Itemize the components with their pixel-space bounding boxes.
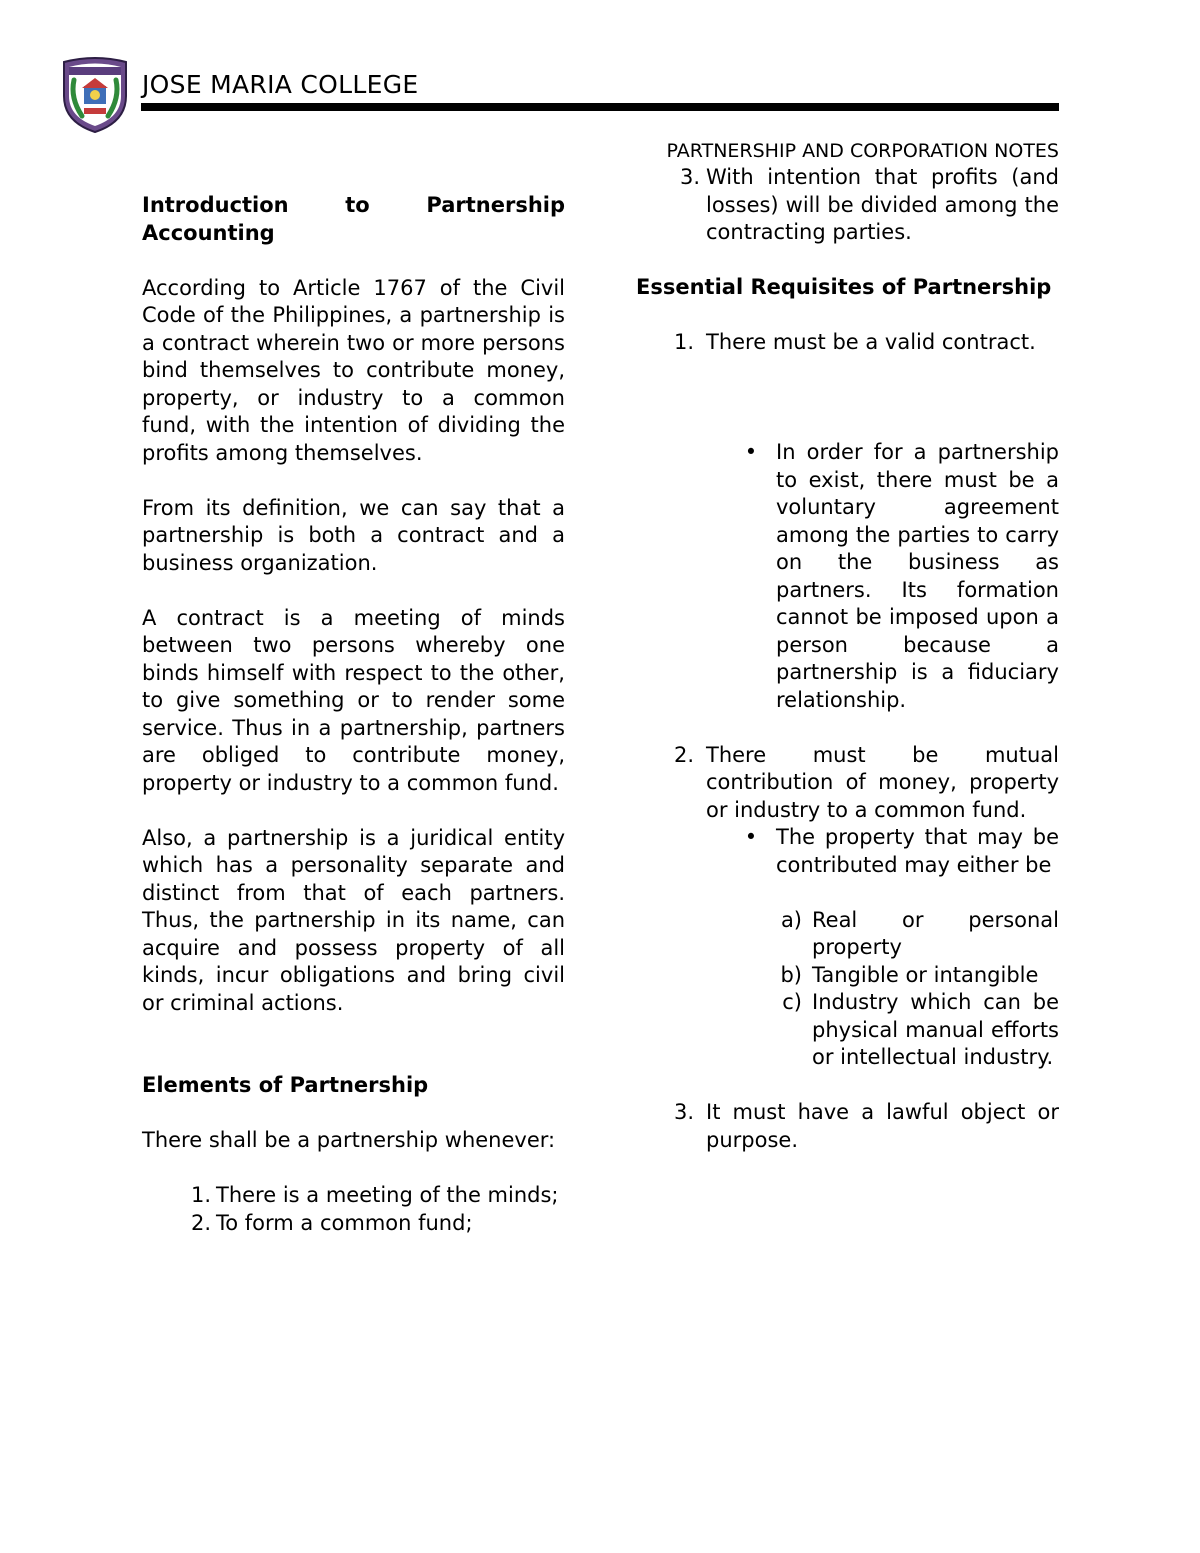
requisites-heading: Essential Requisites of Partnership (636, 275, 1052, 299)
list-item: a) Real or personal property (780, 907, 1059, 959)
list-item: b) Tangible or intangible (780, 962, 1039, 987)
paragraph-article-1767: According to Article 1767 of the Civil Code of the Philippines, a partnership is a contract wherein two or more persons bind themselves to contribute money, property, or industry to a common fund, with the intention of dividing the profits among themselves. (142, 275, 565, 465)
bullet-icon: • (744, 825, 758, 849)
list-item: 3. With intention that profits (and losses) will be divided among the contracting parties. (679, 165, 1059, 244)
list-item: • In order for a partnership to exist, there must be a voluntary agreement among the parties to carry on the business as partners. Its formation cannot be imposed upon a person because a partnership is a fiduciary relationship. (636, 439, 1059, 714)
list-item: 1. There is a meeting of the minds; (190, 1183, 559, 1207)
list-item: 2. To form a common fund; (190, 1210, 473, 1235)
list-item: 1. There must be a valid contract. (673, 330, 1036, 354)
right-column (636, 164, 1059, 1154)
list-item: • The property that may be contributed may either be (636, 824, 1059, 879)
school-name: JOSE MARIA COLLEGE (142, 70, 419, 99)
list-item: c) Industry which can be physical manual efforts or intellectual industry. (782, 990, 1059, 1069)
paragraph-contract: A contract is a meeting of minds between two persons whereby one binds himself with respect to the other, to give something or to render some service. Thus in a partnership, partners are obliged to contribute money, property or industry to a common fund. (142, 605, 565, 795)
list-item: 2. There must be mutual contribution of money, property or industry to a common fund. (673, 742, 1059, 822)
elements-intro: There shall be a partnership whenever: (142, 1128, 556, 1152)
left-column (142, 192, 565, 1237)
paragraph-definition: From its definition, we can say that a partnership is both a contract and a business organization. (142, 495, 565, 575)
document-subtitle: PARTNERSHIP AND CORPORATION NOTES (666, 140, 1059, 162)
bullet-icon: • (744, 440, 758, 464)
header-rule (141, 103, 1059, 111)
paragraph-juridical-entity: Also, a partnership is a juridical entity which has a personality separate and distinct from that of each partners. Thus, the partnership in its name, can acquire and possess property of all kinds, incur obligations and bring civil or criminal actions. (142, 825, 565, 1015)
list-item: 3. It must have a lawful object or purpose. (673, 1100, 1059, 1152)
school-crest-icon (60, 56, 130, 134)
elements-heading: Elements of Partnership (142, 1073, 429, 1097)
intro-heading: Introduction to Partnership Accounting (142, 193, 565, 245)
